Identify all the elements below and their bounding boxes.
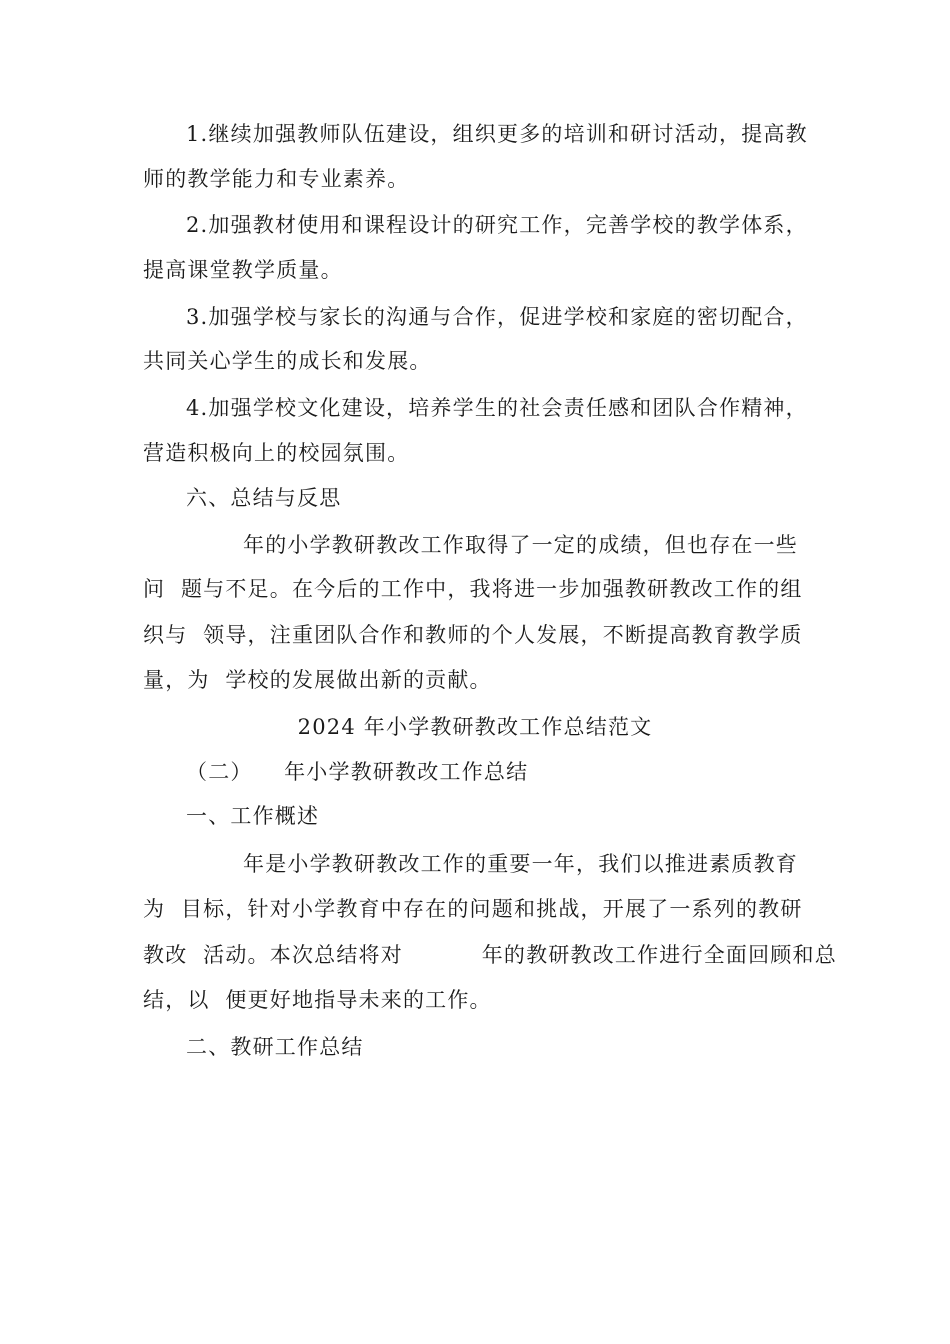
paragraph-item-1-line-1: 1.继续加强教师队伍建设，组织更多的培训和研讨活动，提高教 — [186, 122, 808, 146]
subtitle: （二） 年小学教研教改工作总结 — [186, 760, 529, 784]
paragraph-item-2-line-2: 提高课堂教学质量。 — [143, 258, 343, 282]
document-title: 2024 年小学教研教改工作总结范文 — [297, 715, 653, 739]
paragraph-overview-line-3: 教改 活动。本次总结将对 年的教研教改工作进行全面回顾和总 — [143, 943, 837, 967]
paragraph-item-2-line-1: 2.加强教材使用和课程设计的研究工作，完善学校的教学体系， — [186, 213, 808, 237]
paragraph-summary-line-1: 年的小学教研教改工作取得了一定的成绩，但也存在一些 — [243, 533, 798, 557]
section-heading-overview: 一、工作概述 — [186, 804, 320, 828]
paragraph-item-4-line-2: 营造积极向上的校园氛围。 — [143, 441, 410, 465]
paragraph-summary-line-2: 问 题与不足。在今后的工作中，我将进一步加强教研教改工作的组 — [143, 577, 803, 601]
paragraph-overview-line-1: 年是小学教研教改工作的重要一年，我们以推进素质教育 — [243, 852, 798, 876]
paragraph-overview-line-2: 为 目标，针对小学教育中存在的问题和挑战，开展了一系列的教研 — [143, 897, 803, 921]
paragraph-overview-line-4: 结，以 便更好地指导未来的工作。 — [143, 988, 492, 1012]
section-heading-summary: 六、总结与反思 — [186, 486, 342, 510]
paragraph-summary-line-3: 织与 领导，注重团队合作和教师的个人发展，不断提高教育教学质 — [143, 623, 803, 647]
paragraph-summary-line-4: 量，为 学校的发展做出新的贡献。 — [143, 668, 492, 692]
paragraph-item-1-line-2: 师的教学能力和专业素养。 — [143, 167, 410, 191]
section-heading-research: 二、教研工作总结 — [186, 1035, 364, 1059]
paragraph-item-4-line-1: 4.加强学校文化建设，培养学生的社会责任感和团队合作精神， — [186, 396, 808, 420]
paragraph-item-3-line-2: 共同关心学生的成长和发展。 — [143, 349, 432, 373]
paragraph-item-3-line-1: 3.加强学校与家长的沟通与合作，促进学校和家庭的密切配合， — [186, 305, 808, 329]
